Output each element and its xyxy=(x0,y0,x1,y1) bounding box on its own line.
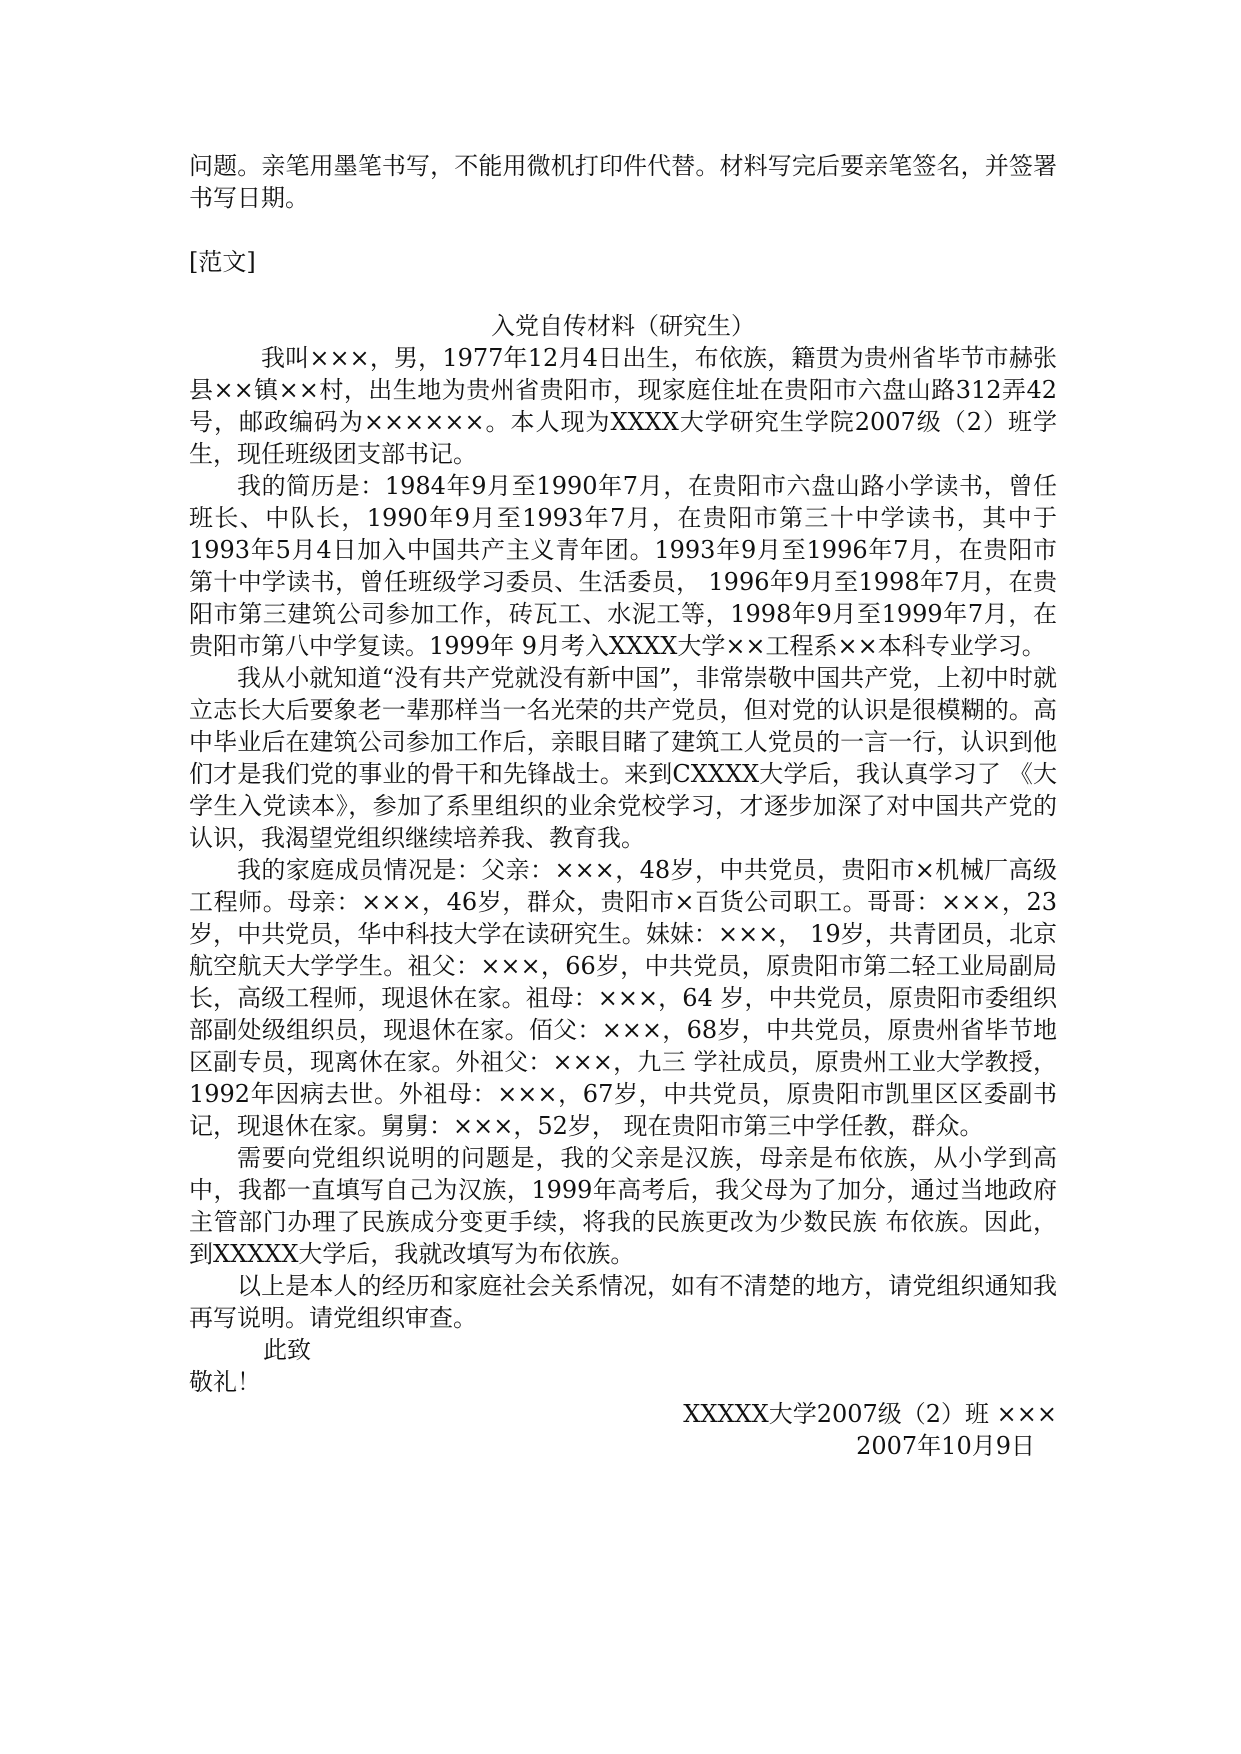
paragraph-family: 我的家庭成员情况是：父亲：×××，48岁，中共党员，贵阳市×机械厂高级工程师。母亲：×××，46岁，群众，贵阳市×百货公司职工。哥哥：×××，23岁，中共党员，华中科技大学在读研究生。妹妹：×××， 19岁，共青团员，北京航空航天大学学生。祖父：×××，66岁，中共党员，原贵阳市第二轻工业局副局长，高级工程师，现退休在家。祖母：×××，64 岁，中共党员，原贵阳市委组织部副处级组织员，现退休在家。佰父：×××，68岁，中共党员，原贵州省毕节地区副专员，现离休在家。外祖父：×××，九三 学社成员，原贵州工业大学教授，1992年因病去世。外祖母：×××，67岁，中共党员，原贵阳市凯里区区委副书记，现退休在家。舅舅：×××，52岁， 现在贵阳市第三中学任教，群众。 xyxy=(189,856,1057,1140)
signature-name: XXXXX大学2007级（2）班 ××× xyxy=(683,1400,1057,1428)
document-title: 入党自传材料（研究生） xyxy=(491,312,755,340)
document-page xyxy=(189,150,1057,1462)
closing-salutation: 此致 xyxy=(263,1336,311,1364)
paragraph-clarification: 需要向党组织说明的问题是，我的父亲是汉族，母亲是布依族，从小学到高中，我都一直填写自己为汉族，1999年高考后，我父母为了加分，通过当地政府主管部门办理了民族成分变更手续，将我的民族更改为少数民族 布依族。因此，到XXXXX大学后，我就改填写为布依族。 xyxy=(189,1144,1057,1268)
paragraph-resume: 我的简历是：1984年9月至1990年7月，在贵阳市六盘山路小学读书，曾任班长、中队长，1990年9月至1993年7月，在贵阳市第三十中学读书，其中于1993年5月4日加入中国共产主义青年团。1993年9月至1996年7月，在贵阳市第十中学读书，曾任班级学习委员、生活委员， 1996年9月至1998年7月，在贵阳市第三建筑公司参加工作，砖瓦工、水泥工等，1998年9月至1999年7月，在贵阳市第八中学复读。1999年 9月考入XXXX大学××工程系××本科专业学习。 xyxy=(189,472,1057,660)
closing-regards: 敬礼！ xyxy=(189,1368,261,1396)
paragraph-motivation: 我从小就知道“没有共产党就没有新中国”，非常崇敬中国共产党，上初中时就立志长大后要象老一辈那样当一名光荣的共产党员，但对党的认识是很模糊的。高中毕业后在建筑公司参加工作后，亲眼目睹了建筑工人党员的一言一行，认识到他们才是我们党的事业的骨干和先锋战士。来到CXXXX大学后，我认真学习了 《大学生入党读本》，参加了系里组织的业余党校学习，才逐步加深了对中国共产党的认识，我渴望党组织继续培养我、教育我。 xyxy=(189,664,1057,852)
intro-paragraph: 问题。亲笔用墨笔书写，不能用微机打印件代替。材料写完后要亲笔签名，并签署书写日期。 xyxy=(189,152,1057,212)
paragraph-personal-info: 我叫×××，男，1977年12月4日出生，布依族，籍贯为贵州省毕节市赫张县××镇××村，出生地为贵州省贵阳市，现家庭住址在贵阳市六盘山路312弄42号，邮政编码为××××××。本人现为XXXX大学研究生学院2007级（2）班学生，现任班级团支部书记。 xyxy=(189,344,1057,468)
paragraph-conclusion: 以上是本人的经历和家庭社会关系情况，如有不清楚的地方，请党组织通知我再写说明。请党组织审查。 xyxy=(189,1272,1057,1332)
signature-date: 2007年10月9日 xyxy=(856,1432,1035,1460)
sample-label: [范文] xyxy=(189,248,256,276)
